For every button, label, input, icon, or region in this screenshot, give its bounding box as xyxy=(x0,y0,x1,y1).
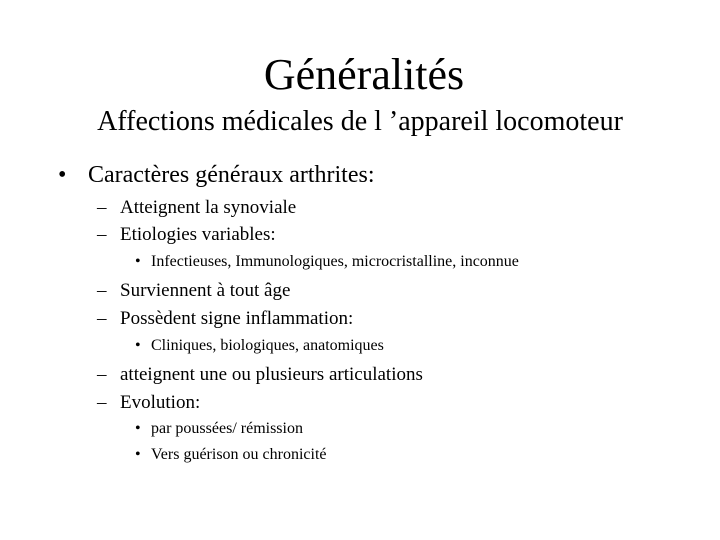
dash-marker: – xyxy=(97,280,107,301)
dash-marker: – xyxy=(97,197,107,218)
slide-subtitle: Affections médicales de l ’appareil locomoteur xyxy=(97,106,623,137)
small-bullet-marker: • xyxy=(135,420,141,437)
sub-sub-item-poussees: par poussées/ rémission xyxy=(151,420,303,437)
dash-marker: – xyxy=(97,364,107,385)
sub-sub-item-infectieuses: Infectieuses, Immunologiques, microcristalline, inconnue xyxy=(151,253,519,270)
small-bullet-marker: • xyxy=(135,337,141,354)
sub-item-etiologies: Etiologies variables: xyxy=(120,224,276,245)
sub-item-articulations: atteignent une ou plusieurs articulations xyxy=(120,364,423,385)
sub-item-evolution: Evolution: xyxy=(120,392,201,413)
bullet-item-caracteres: Caractères généraux arthrites: xyxy=(88,162,375,188)
small-bullet-marker: • xyxy=(135,253,141,270)
bullet-marker: • xyxy=(58,162,67,188)
sub-sub-item-cliniques: Cliniques, biologiques, anatomiques xyxy=(151,337,384,354)
sub-item-age: Surviennent à tout âge xyxy=(120,280,291,301)
dash-marker: – xyxy=(97,392,107,413)
slide-title: Généralités xyxy=(263,50,465,99)
sub-item-synoviale: Atteignent la synoviale xyxy=(120,197,297,218)
sub-sub-item-guerison: Vers guérison ou chronicité xyxy=(151,446,327,463)
sub-item-inflammation: Possèdent signe inflammation: xyxy=(120,308,354,329)
dash-marker: – xyxy=(97,308,107,329)
small-bullet-marker: • xyxy=(135,446,141,463)
dash-marker: – xyxy=(97,224,107,245)
